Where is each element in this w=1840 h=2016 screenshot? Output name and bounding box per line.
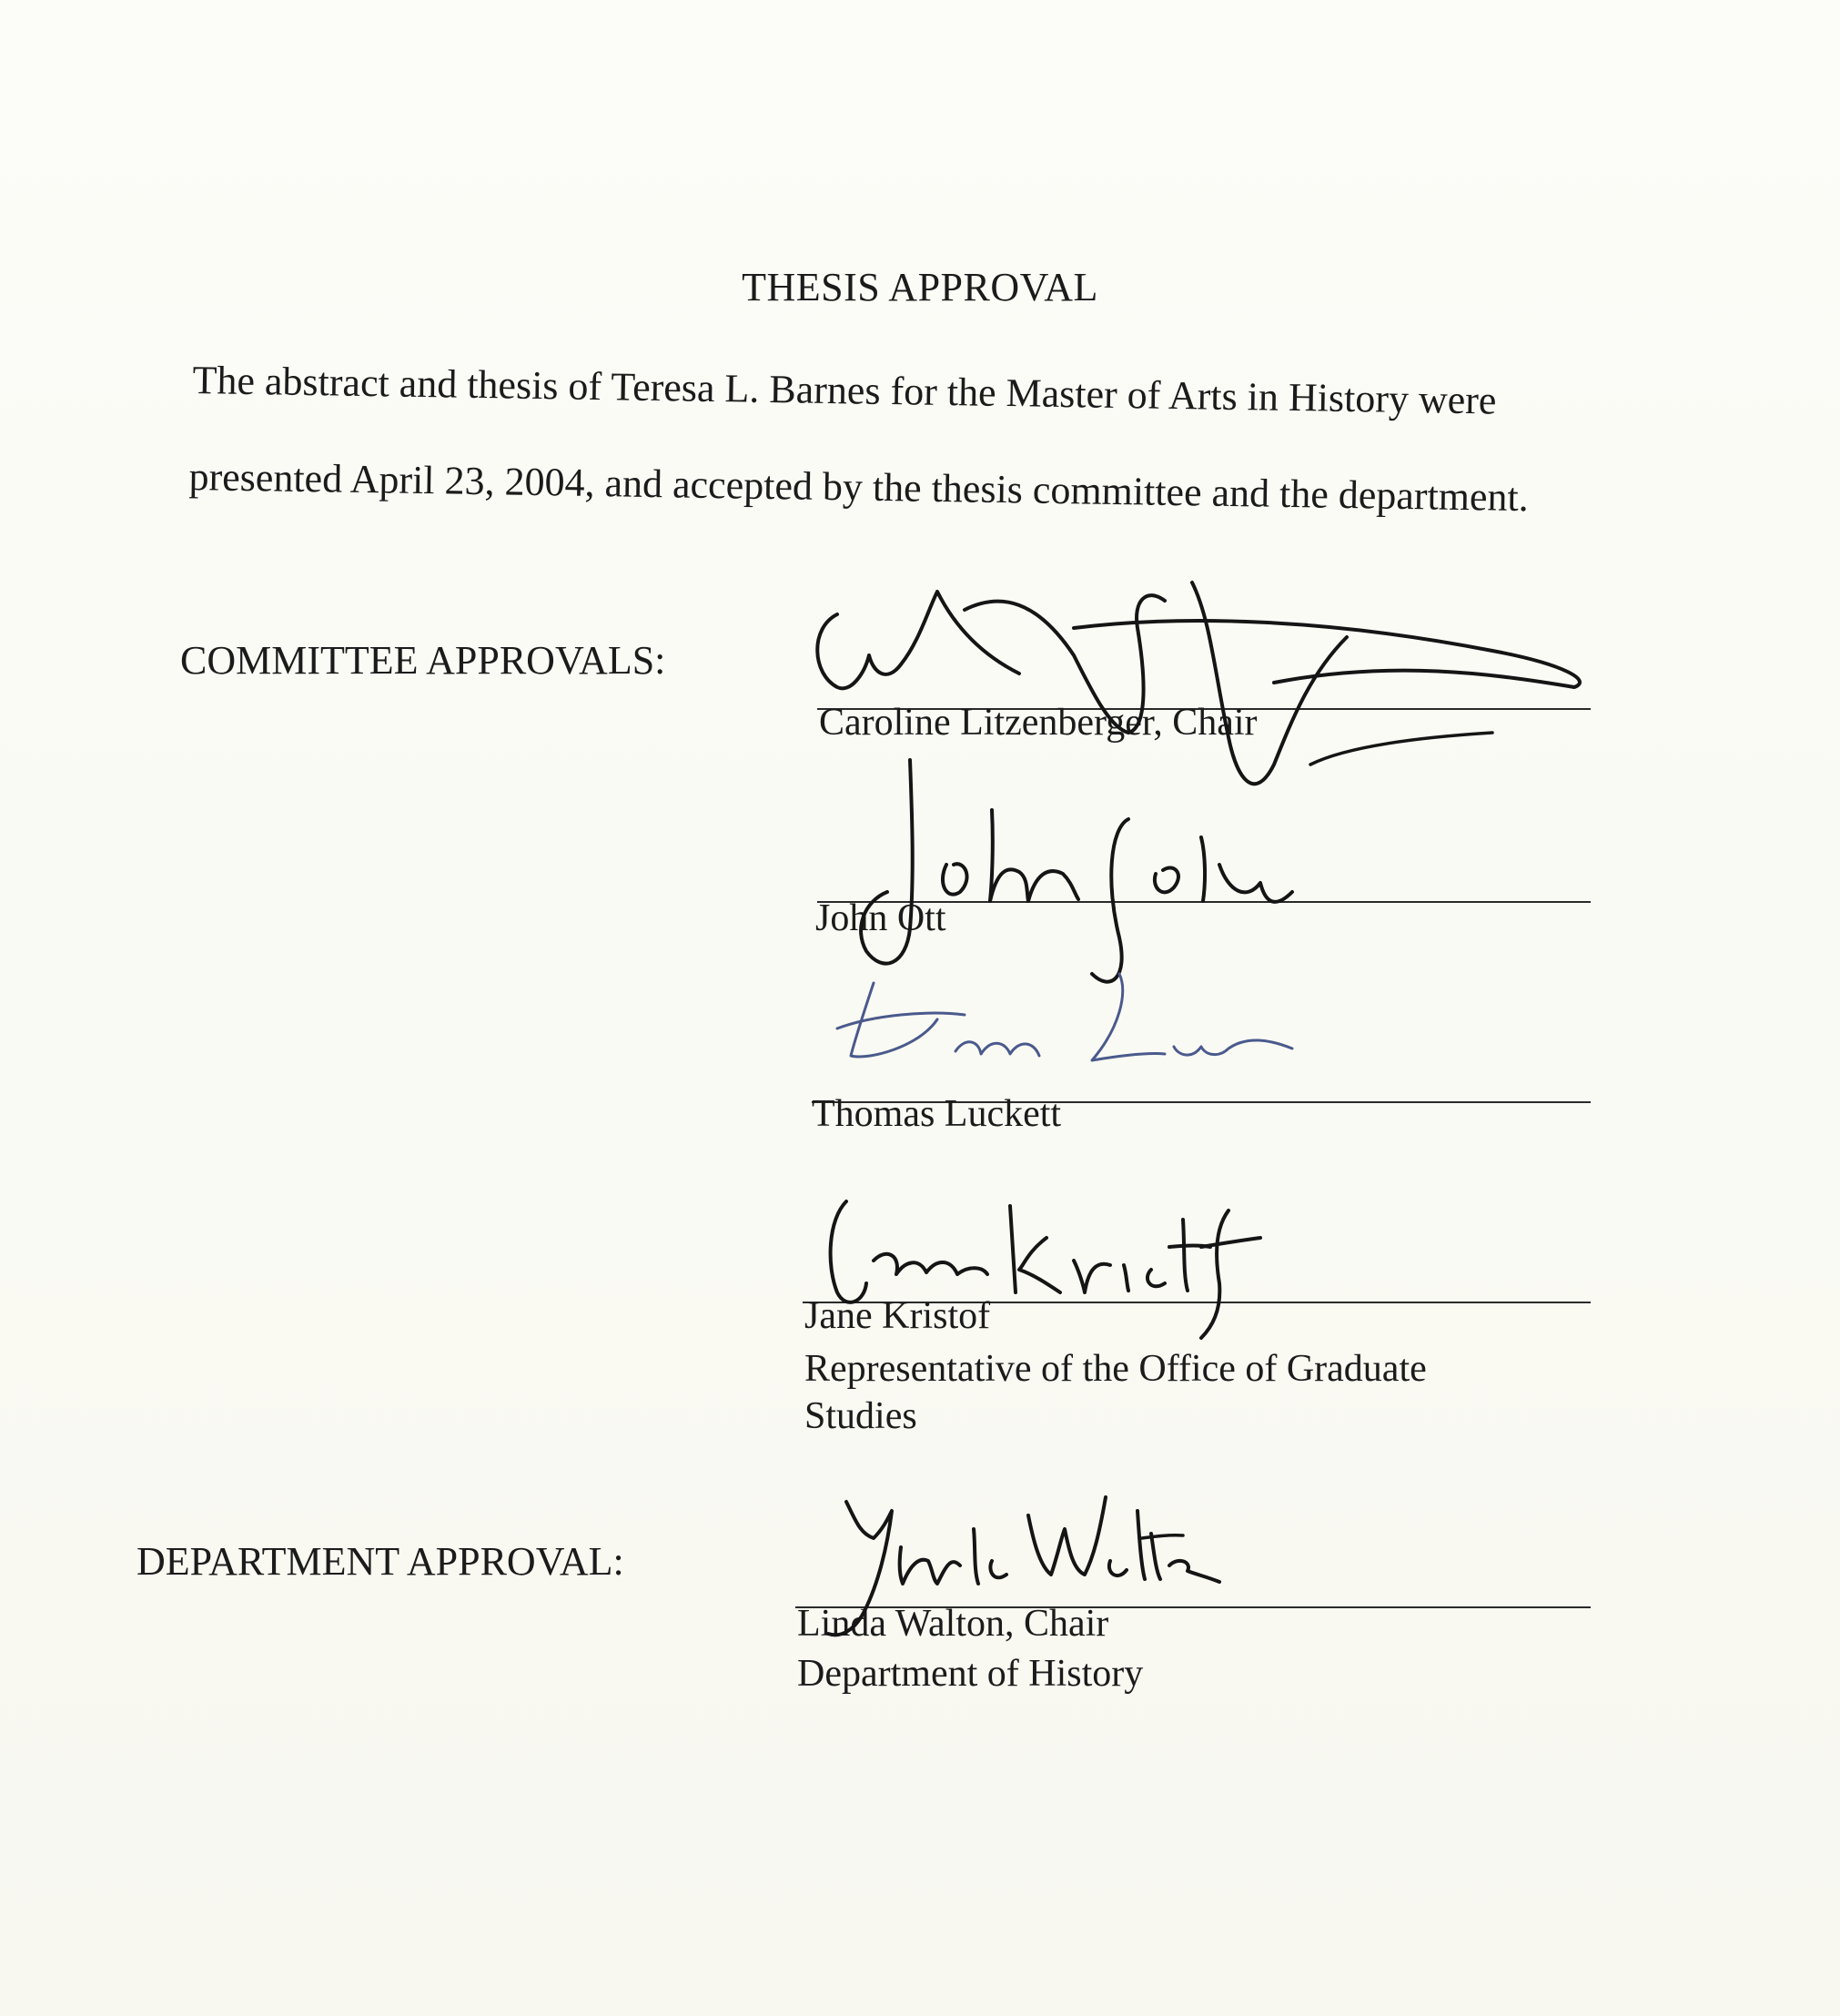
page-title: THESIS APPROVAL [742, 265, 1098, 309]
signer-role-kristof-line2: Studies [804, 1395, 917, 1437]
signer-name-walton: Linda Walton, Chair [797, 1603, 1109, 1645]
approval-text-line-1: The abstract and thesis of Teresa L. Barnes for the Master of Arts in History were [192, 357, 1497, 423]
signer-name-litzenberger: Caroline Litzenberger, Chair [819, 702, 1258, 744]
signer-name-kristof: Jane Kristof [804, 1295, 991, 1337]
signer-name-luckett: Thomas Luckett [812, 1093, 1062, 1135]
approval-text-line-2: presented April 23, 2004, and accepted by the thesis committee and the department. [188, 453, 1530, 521]
committee-approvals-label: COMMITTEE APPROVALS: [180, 638, 666, 683]
signature-kristof [801, 1192, 1274, 1347]
signature-walton [792, 1484, 1228, 1656]
signer-role-kristof-line1: Representative of the Office of Graduate [804, 1348, 1427, 1390]
department-approval-label: DEPARTMENT APPROVAL: [136, 1539, 624, 1584]
signer-role-walton: Department of History [797, 1653, 1144, 1695]
signature-luckett [819, 965, 1329, 1083]
signer-name-ott: John Ott [815, 897, 946, 939]
signature-ott [846, 755, 1356, 992]
